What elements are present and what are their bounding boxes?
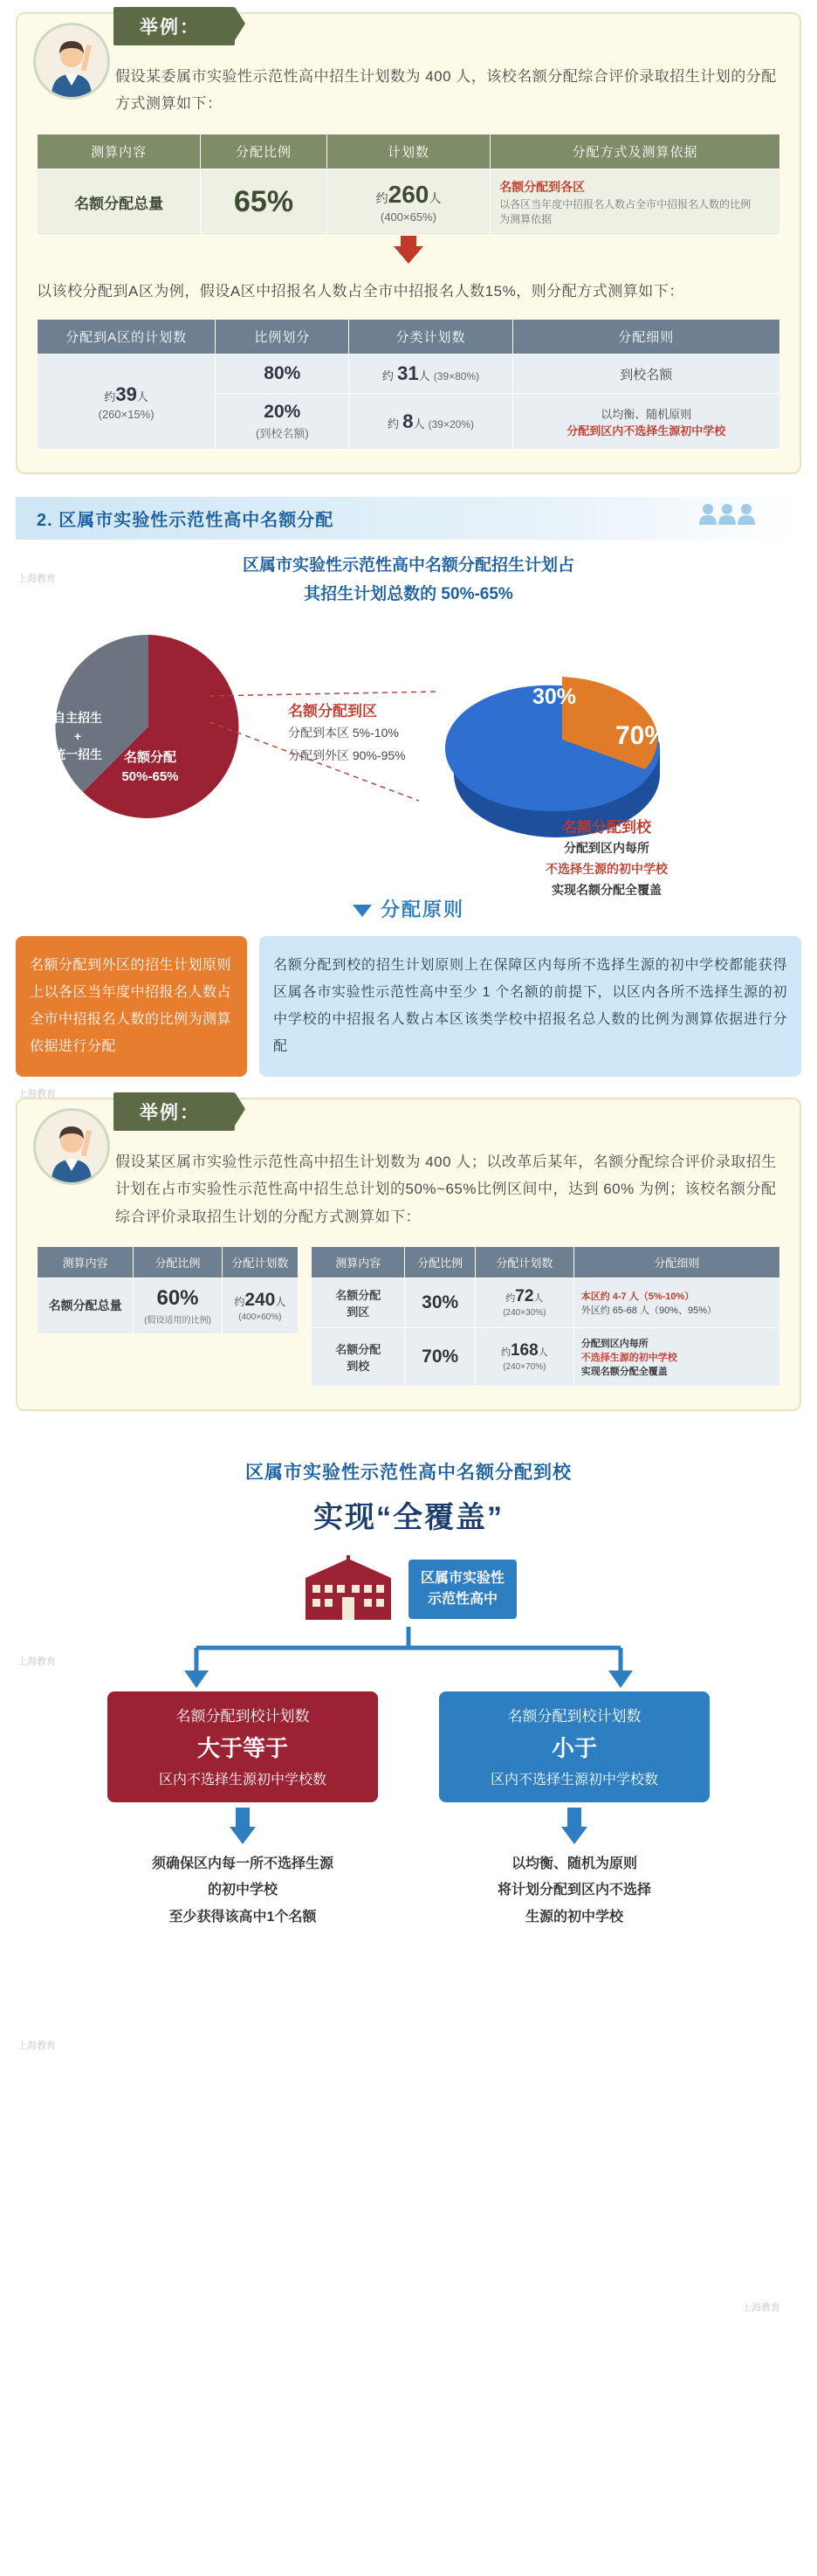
t2-unit: 人: [275, 1295, 286, 1308]
coverage-title-2: 实现“全覆盖”: [313, 1500, 504, 1534]
red-arrow-down: [37, 236, 780, 264]
th3-ratio: 分配比例: [405, 1246, 476, 1278]
cell-plan-num: 260: [388, 180, 429, 208]
r1-num: 31: [397, 362, 419, 385]
caption-right-l2: 不选择生源的初中学校: [546, 862, 668, 877]
gte-l3: 区内不选择生源初中学校数: [158, 1772, 326, 1787]
caption-right-l1: 分配到区内每所: [564, 841, 649, 856]
cell-method-title: 名额分配到各区: [499, 179, 586, 194]
r1-unit: 人: [418, 369, 430, 383]
th3-detail: 分配细则: [573, 1246, 779, 1278]
lt-l3: 区内不选择生源初中学校数: [490, 1772, 658, 1787]
condition-cards: [0, 1691, 817, 1802]
res-r1: 以均衡、随机为原则: [511, 1856, 637, 1871]
lt-l2: 小于: [551, 1734, 597, 1761]
table-district-a: [37, 319, 780, 450]
a-prefix: 约: [104, 389, 116, 403]
a-num: 39: [115, 382, 137, 405]
r1-ratio: 80%: [264, 363, 301, 384]
r1-formula: (39×80%): [433, 370, 480, 383]
r2-formula: (39×20%): [428, 417, 475, 430]
principle-box-to-school: 名额分配到校的招生计划原则上在保障区内每所不选择生源的初中学校都能获得区属各市实验性示范性高中至少 1 个名额的前提下，以区内各所不选择生源的初中学校的中招报名人数占本区该类学校中招报名总人数的比例为测算依据进行分配: [259, 936, 801, 1077]
principle-title-text: 分配原则: [380, 898, 464, 920]
example-card-1: [16, 12, 801, 474]
b2-label-1: 名额分配: [335, 1342, 381, 1356]
condition-card-lt: [439, 1691, 710, 1802]
cell-method-desc2: 为测算依据: [499, 212, 553, 225]
section-2-subtitle: [0, 552, 817, 609]
table-row: [38, 355, 780, 394]
coverage-title-1: 区属市实验性示范性高中名额分配到校: [245, 1462, 572, 1483]
table-district-school-split: [311, 1246, 780, 1387]
res-l3: 至少获得该高中1个名额: [168, 1909, 317, 1925]
arrow-left-down: [107, 1808, 378, 1844]
people-icon: [698, 502, 766, 530]
b2-unit: 人: [538, 1347, 548, 1359]
b2-num: 168: [510, 1341, 539, 1360]
cell-plan-formula: (400×65%): [381, 210, 436, 224]
table-total-60: [37, 1246, 299, 1334]
b2-label-2: 到校: [347, 1359, 370, 1373]
example-card-2: [16, 1098, 801, 1411]
b2-detail-3: 实现名额分配全覆盖: [580, 1366, 668, 1377]
arrow-right-down: [439, 1808, 710, 1844]
cell-plan-prefix: 约: [375, 190, 388, 205]
b1-ratio: 30%: [422, 1291, 459, 1312]
th-a-class-plan: 分类计划数: [349, 320, 512, 355]
b1-num: 72: [515, 1287, 534, 1306]
table-row: [38, 169, 780, 235]
th2-ratio: 分配比例: [134, 1246, 222, 1278]
a-formula: (260×15%): [98, 407, 154, 421]
gte-l2: 大于等于: [196, 1734, 288, 1761]
result-right: [439, 1851, 710, 1931]
cell-plan-unit: 人: [429, 190, 442, 205]
section-2-heading-text: 2. 区属市实验性示范性高中名额分配: [37, 511, 334, 531]
school-tag-l1: 区属市实验性: [420, 1570, 505, 1586]
t2-total-label: 名额分配总量: [38, 1278, 134, 1333]
result-arrows: [0, 1808, 817, 1844]
r2-unit: 人: [413, 417, 425, 430]
pie-right-b-label: 70%: [615, 720, 669, 750]
th-a-detail: 分配细则: [512, 320, 779, 355]
example-ribbon-2: 举例：: [113, 1092, 235, 1131]
result-left: [107, 1851, 378, 1931]
lt-l1: 名额分配到校计划数: [507, 1707, 642, 1725]
pie-left-other-label: [38, 709, 117, 764]
table-row: [38, 1278, 299, 1333]
caption-to-district: [288, 700, 406, 767]
result-texts: [0, 1851, 817, 1931]
example-text-2: 假设某区属市实验性示范性高中招生计划数为 400 人；以改革后某年，名额分配综合评价录取招生计划在占市实验性示范性高中招生总计划的50%~65%比例区间中，达到 60% 为例；该校名额分配综合评价录取招生计划的分配方式测算如下：: [115, 1153, 777, 1225]
pie-other-l1: 自主招生: [53, 710, 102, 725]
subtitle-line-2: 其招生计划总数的 50%-65%: [304, 584, 513, 603]
th-plan: 计划数: [326, 134, 490, 169]
caption-right-l3: 实现名额分配全覆盖: [552, 883, 662, 897]
r2-ratio: 20%: [264, 402, 301, 423]
a-unit: 人: [136, 389, 148, 403]
caption-left-l1: 分配到本区 5%-10%: [288, 726, 399, 740]
th3-content: 测算内容: [312, 1246, 405, 1278]
r2-ratio-sub: (到校名额): [255, 427, 309, 441]
b1-prefix: 约: [505, 1293, 516, 1305]
section-2-heading: [16, 497, 801, 540]
subtitle-line-1: 区属市实验性示范性高中名额分配招生计划占: [242, 556, 574, 575]
r2-num: 8: [402, 410, 414, 432]
b1-unit: 人: [533, 1293, 544, 1305]
r2-detail-2: 分配到区内不选择生源初中学校: [566, 424, 726, 437]
watermark: 上海教育: [17, 574, 56, 584]
t2-ratio: 60%: [156, 1285, 199, 1310]
condition-card-gte: [107, 1691, 378, 1802]
t2-formula: (400×60%): [238, 1312, 282, 1322]
r2-detail-1: 以均衡、随机原则: [601, 407, 692, 421]
watermark: 上海教育: [17, 2041, 56, 2051]
b1-detail-2: 外区约 65-68 人（90%、95%）: [580, 1305, 717, 1316]
principle-boxes: [16, 936, 801, 1077]
pie-right-a-label: 30%: [532, 684, 577, 709]
principle-box-outside-district: 名额分配到外区的招生计划原则上以各区当年度中招报名人数占全市中招报名人数的比例为测算依据进行分配: [16, 936, 247, 1077]
b2-detail-2: 不选择生源的初中学校: [580, 1352, 677, 1363]
res-l1: 须确保区内每一所不选择生源: [151, 1856, 333, 1871]
teacher-avatar-icon-2: [33, 1108, 110, 1185]
b1-detail-1: 本区约 4-7 人（5%-10%）: [580, 1291, 695, 1302]
b1-label-2: 到区: [347, 1305, 370, 1319]
b1-label-1: 名额分配: [335, 1288, 381, 1302]
cell-total-label: 名额分配总量: [74, 195, 164, 212]
gte-l1: 名额分配到校计划数: [175, 1707, 310, 1725]
section-4-coverage: [0, 1441, 817, 1957]
teacher-avatar-icon: [33, 23, 110, 100]
school-node: [0, 1555, 817, 1623]
th-a-plan: 分配到A区的计划数: [38, 320, 216, 355]
example-midnote-1: 以该校分配到A区为例，假设A区中招报名人数占全市中招报名人数15%，则分配方式测算如下：: [37, 282, 684, 300]
res-r2: 将计划分配到区内不选择: [497, 1883, 651, 1898]
th-ratio: 分配比例: [201, 134, 327, 169]
pie-main-l2: 50%-65%: [121, 769, 179, 785]
pie-chart-area: [0, 617, 817, 897]
school-tag-l2: 示范性高中: [427, 1591, 498, 1607]
section-2: [0, 497, 817, 897]
res-r3: 生源的初中学校: [525, 1909, 623, 1925]
school-tag: [408, 1560, 517, 1619]
pie-other-l2: +: [73, 728, 82, 743]
watermark: 上海教育: [17, 1089, 56, 1099]
caption-left-title: 名额分配到区: [288, 702, 377, 720]
watermark: 上海教育: [742, 2303, 780, 2313]
watermark: 上海教育: [17, 1656, 56, 1667]
b2-ratio: 70%: [422, 1346, 459, 1367]
th2-content: 测算内容: [38, 1246, 134, 1278]
triangle-down-icon: [353, 905, 372, 917]
table-row: [312, 1278, 780, 1327]
flow-split-arrows: [0, 1627, 817, 1691]
pie-main-l1: 名额分配: [123, 749, 176, 765]
b2-detail-1: 分配到区内每所: [580, 1338, 649, 1349]
example-text-1: 假设某委属市实验性示范性高中招生计划数为 400 人，该校名额分配综合评价录取招生计划的分配方式测算如下：: [115, 68, 777, 113]
res-l2: 的初中学校: [207, 1883, 278, 1898]
th2-plan: 分配计划数: [222, 1246, 298, 1278]
b1-formula: (240×30%): [503, 1308, 546, 1319]
r1-detail: 到校名额: [512, 355, 779, 394]
example2-tables: [37, 1246, 780, 1387]
table-allocation-total: [37, 134, 780, 236]
th3-plan: 分配计划数: [475, 1246, 573, 1278]
cell-method-desc: 以各区当年度中招报名人数占全市中招报名人数的比例: [499, 197, 752, 210]
school-building-icon: [300, 1555, 396, 1623]
r1-prefix: 约: [381, 369, 394, 383]
r2-prefix: 约: [388, 417, 400, 430]
t2-num: 240: [244, 1289, 276, 1310]
caption-left-l2: 分配到外区 90%-95%: [288, 747, 406, 762]
th-a-ratio: 比例划分: [216, 320, 349, 355]
cell-ratio: 65%: [234, 184, 294, 218]
th-method: 分配方式及测算依据: [491, 134, 780, 169]
b2-formula: (240×70%): [503, 1362, 546, 1373]
t2-prefix: 约: [234, 1295, 245, 1308]
caption-right-title: 名额分配到校: [562, 818, 651, 836]
table-row: [312, 1327, 780, 1386]
infographic-page: [0, 12, 817, 2313]
example-ribbon-1: 举例：: [113, 7, 235, 45]
th-content: 测算内容: [38, 134, 201, 169]
caption-to-school: [458, 816, 755, 901]
b2-prefix: 约: [500, 1347, 511, 1359]
t2-ratio-sub: (假设适用的比例): [144, 1315, 211, 1326]
pie-other-l3: 统一招生: [53, 747, 102, 761]
